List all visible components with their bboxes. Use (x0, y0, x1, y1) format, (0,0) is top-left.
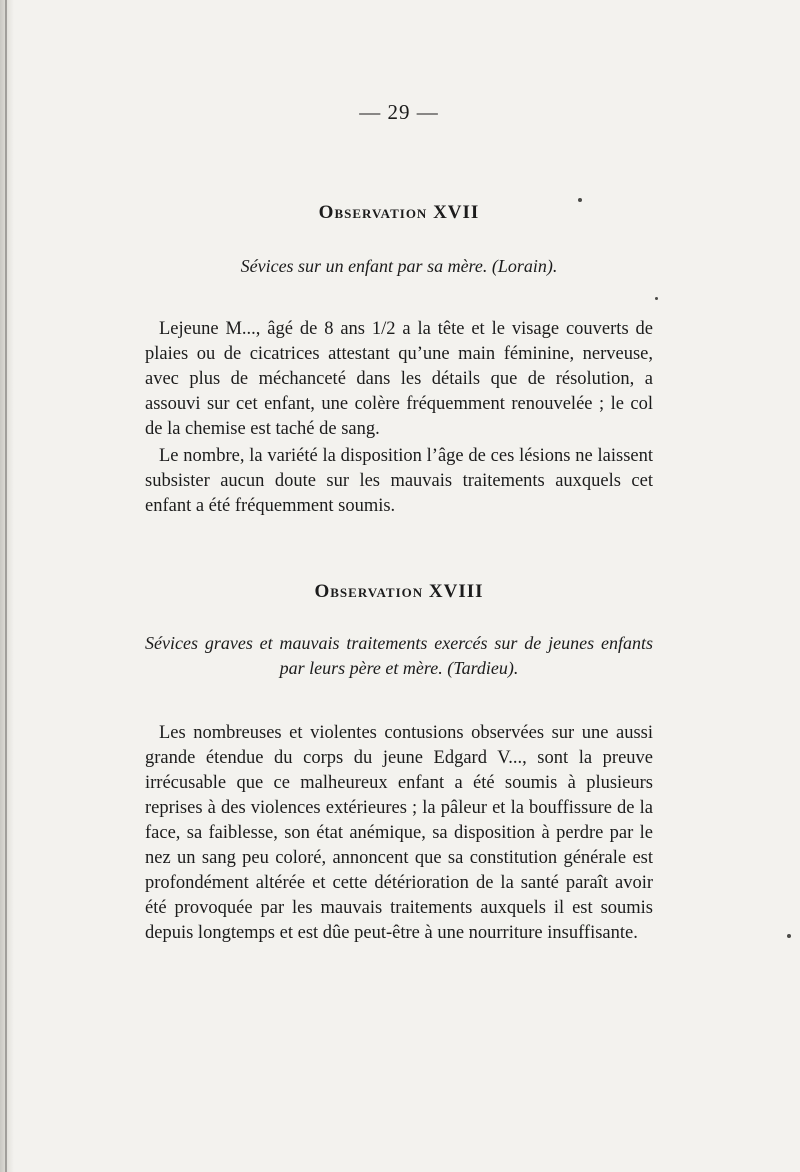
page-spine-shadow (0, 0, 14, 1172)
observation-title: Observation XVIII (314, 581, 484, 602)
observation-xviii (145, 581, 653, 946)
observation-subtitle: Sévices sur un enfant par sa mère. (Lorain). (240, 256, 558, 276)
observation-paragraph: Les nombreuses et violentes contusions observées sur une aussi grande étendue du corps du jeune Edgard V..., sont la preuve irrécusable que ce malheureux enfant a été soumis à plusieurs reprises à des violences extérieures ; la pâleur et la bouffissure de la face, sa faiblesse, son état anémique, sa disposition à perdre par le nez un sang peu coloré, annoncent que sa constitution générale est profondément altérée et cette détérioration de la santé paraît avoir été provoquée par les mauvais traitements auxquels il est soumis depuis longtemps et est dûe peut-être à une nourriture insuffisante. (145, 723, 653, 943)
observation-subtitle: Sévices graves et mauvais traitements exercés sur de jeunes enfants par leurs père et mère. (Tardieu). (145, 633, 653, 678)
page-number: — 29 — (359, 100, 439, 124)
print-speck (655, 297, 658, 300)
observation-paragraph: Le nombre, la variété la disposition l’âge de ces lésions ne laissent subsister aucun doute sur les mauvais traitements auxquels cet enfant a été fréquemment soumis. (145, 446, 653, 516)
document-page (145, 100, 653, 946)
observation-title: Observation XVII (318, 202, 480, 223)
print-speck (578, 198, 582, 202)
binding-edge (5, 0, 7, 1172)
observation-paragraph: Lejeune M..., âgé de 8 ans 1/2 a la tête et le visage couverts de plaies ou de cicatrices attestant qu’une main féminine, nerveuse, avec plus de méchanceté dans les détails que de résolution, a assouvi sur cet enfant, une colère fréquemment renouvelée ; le col de la chemise est taché de sang. (145, 319, 653, 439)
observation-xvii (145, 202, 653, 519)
print-speck (787, 934, 791, 938)
